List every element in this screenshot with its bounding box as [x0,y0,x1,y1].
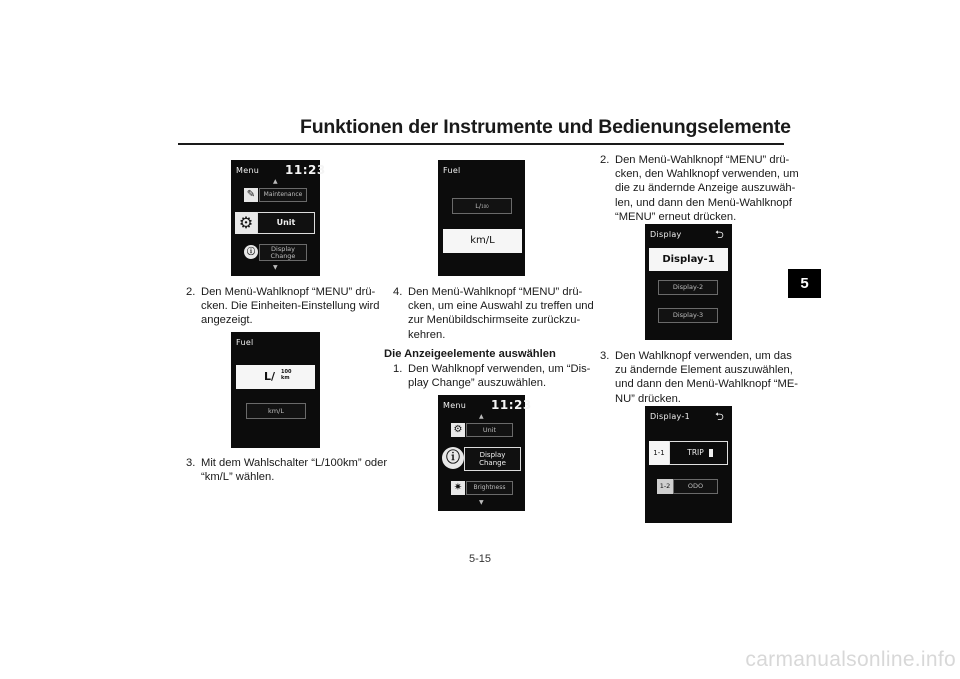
back-icon: ⮌ [715,410,724,423]
step-text-line: NU” drücken. [615,392,681,405]
step-text-line: Den Menü-Wahlknopf “MENU” drü- [615,154,790,166]
display-change-line2: Change [479,459,506,467]
option-l100km [452,198,512,214]
screen-title: Display [650,230,682,239]
menu-item-brightness: Brightness [466,481,513,495]
step-1-display [393,362,603,392]
screen-display-1-items [645,406,732,523]
item-row-2-value: ODO [673,479,718,494]
item-row-1-selected [669,441,728,465]
step-text-line: Den Menü-Wahlknopf “MENU” drü- [201,286,376,298]
scroll-down-arrow: ▼ [479,499,484,506]
header-rule [178,143,784,145]
menu-item-display-change [259,244,307,261]
display-change-line1: Display [479,451,506,459]
screen-title: Fuel [236,338,254,347]
page-header-title: Funktionen der Instrumente und Bedienungselemente [300,116,791,138]
scroll-up-arrow: ▲ [273,178,278,185]
step-3-unit [186,456,396,486]
cursor-bar-icon [709,449,713,457]
page-number: 5-15 [468,553,492,565]
display-change-icon: ⓘ [442,447,464,469]
step-text-line: die zu ändernde Anzeige auszuwäh- [615,182,796,195]
chapter-tab: 5 [788,269,821,298]
step-text-line: angezeigt. [201,314,253,327]
step-2-display [600,153,800,225]
step-number: 3. [186,457,196,469]
step-text-line: len, und dann den Menü-Wahlknopf [615,196,792,209]
item-row-1-value: TRIP [687,448,704,457]
step-2-unit [186,285,396,329]
scroll-down-arrow: ▼ [273,264,278,271]
item-row-2-label: 1-2 [657,479,673,494]
step-number: 2. [186,286,196,298]
step-text-line: zur Menübildschirmseite zurückzu- [408,314,581,327]
section-heading: Die Anzeigeelemente auswählen [384,348,556,360]
screen-clock: 11:23 [491,398,532,412]
option-kml-selected: km/L [443,229,522,253]
menu-item-unit-selected [257,212,315,234]
step-4-unit [393,285,603,343]
display-change-icon: ⓘ [244,245,258,259]
screen-title: Display-1 [650,412,691,421]
screen-title: Fuel [443,166,461,175]
step-text-line: zu ändernde Element auszuwählen, [615,364,793,377]
screen-fuel-l100km [231,332,320,448]
step-number: 1. [393,363,403,375]
option-fraction-mini: 100 [481,204,489,209]
brightness-icon: ✷ [451,481,465,495]
step-text-line: und dann den Menü-Wahlknopf “ME- [615,378,799,391]
option-fraction-top: 100 [281,369,292,375]
step-text-line: Mit dem Wahlschalter “L/100km” oder [201,457,388,469]
scroll-up-arrow: ▲ [479,413,484,420]
display-option-3: Display-3 [658,308,718,323]
option-l-label: L/ [475,202,482,210]
step-text-line: cken, den Wahlknopf verwenden, um [615,168,799,181]
menu-item-unit-label: Unit [276,218,296,227]
step-text-line: Den Menü-Wahlknopf “MENU” drü- [408,286,583,298]
display-change-line1: Display [271,245,295,253]
wrench-icon: ✎ [244,188,258,202]
screen-menu-display-change [438,395,532,511]
display-option-2: Display-2 [658,280,718,295]
screen-clock: 11:23 [285,163,326,177]
step-text-line: play Change” auszuwählen. [408,377,547,390]
watermark: carmanualsonline.info [745,648,956,671]
step-3-display [600,349,800,407]
step-text-line: cken, um eine Auswahl zu treffen und [408,300,594,313]
menu-item-display-change-selected [464,447,521,471]
step-text-line: cken. Die Einheiten-Einstellung wird [201,300,380,313]
screen-display-select [645,224,732,340]
display-change-line2: Change [270,252,296,260]
item-row-1-label: 1-1 [649,441,669,465]
step-text-line: Den Wahlknopf verwenden, um “Dis- [408,363,591,375]
step-number: 3. [600,350,610,362]
back-icon: ⮌ [715,228,724,241]
step-text-line: Den Wahlknopf verwenden, um das [615,350,792,362]
display-option-1-selected: Display-1 [649,248,728,271]
step-text-line: “MENU” erneut drücken. [615,210,737,223]
gear-icon: ⚙ [451,423,465,437]
option-kml: km/L [246,403,306,419]
gear-icon: ⚙ [235,212,257,234]
option-fraction-bottom: km [281,375,290,381]
step-text-line: “km/L” wählen. [201,471,275,484]
screen-fuel-kml [438,160,525,276]
screen-title: Menu [443,401,467,410]
step-number: 4. [393,286,403,298]
option-l100km-selected [236,365,315,389]
step-number: 2. [600,154,610,166]
screen-menu-unit [231,160,326,276]
option-l-label: L/ [264,370,276,383]
menu-item-maintenance: Maintenance [259,188,307,202]
step-text-line: kehren. [408,328,446,341]
screen-title: Menu [236,166,260,175]
menu-item-unit: Unit [466,423,513,437]
